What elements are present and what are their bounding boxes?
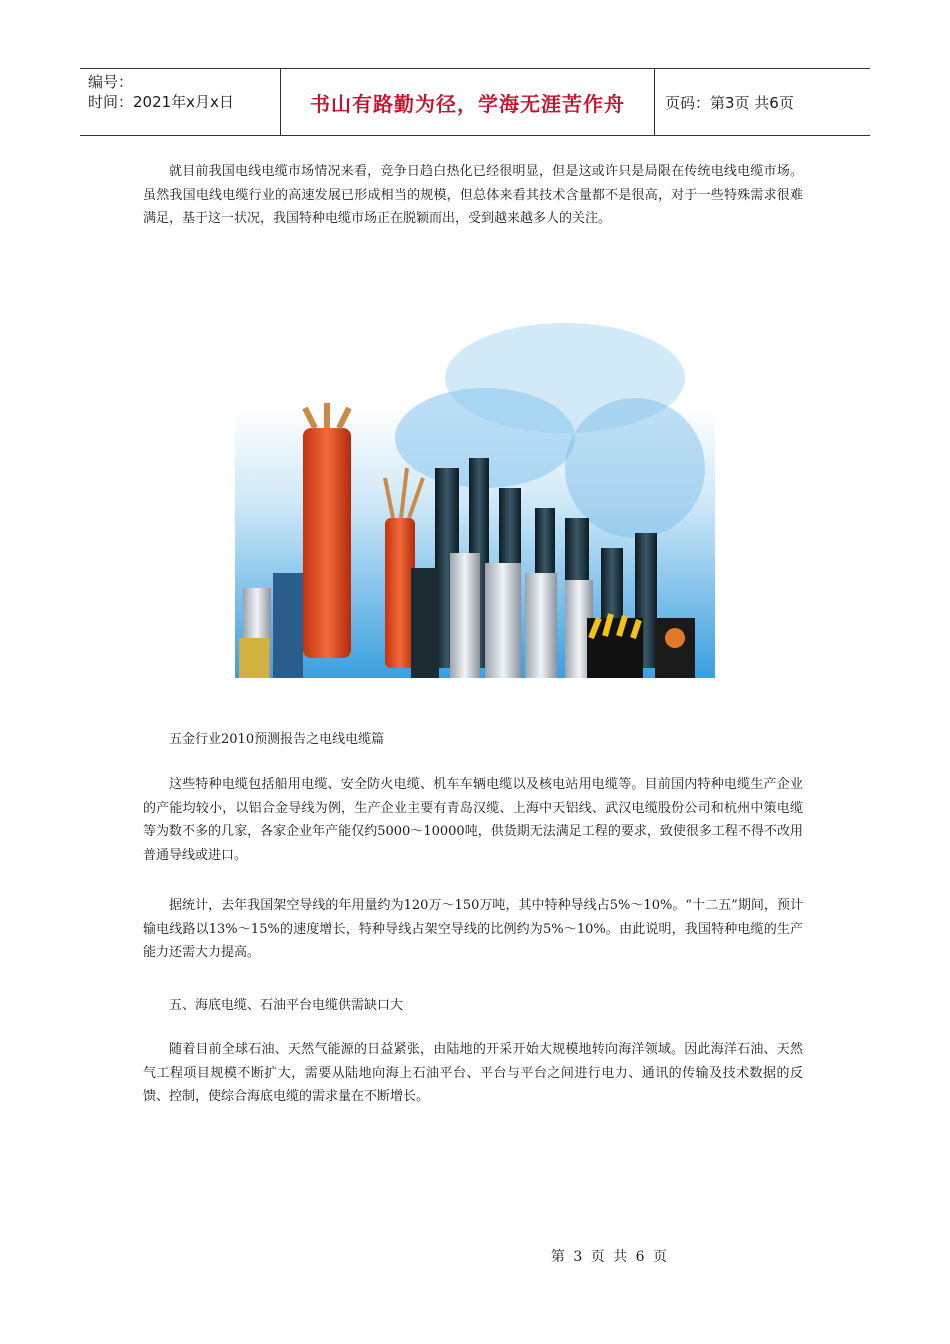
- paragraph-submarine-cables: 随着目前全球石油、天然气能源的日益紧张，由陆地的开采开始大规模地转向海洋领域。因此海洋石油、天然气工程项目规模不断扩大，需要从陆地向海上石油平台、平台与平台之间进行电力、通讯的传输及技术数据的反馈、控制，使综合海底电缆的需求量在不断增长。: [143, 1042, 803, 1104]
- page-header: [80, 68, 870, 136]
- number-label: 编号：: [88, 73, 134, 91]
- section-heading: 五、海底电缆、石油平台电缆供需缺口大: [169, 998, 404, 1013]
- header-motto: 书山有路勤为径，学海无涯苦作舟: [281, 69, 655, 135]
- header-page-info: 页码：第3页 共6页: [665, 93, 794, 112]
- cable-products-photo: [235, 318, 715, 678]
- time-label: 时间：2021年x月x日: [88, 93, 234, 111]
- paragraph-statistics: 据统计，去年我国架空导线的年用量约为120万～150万吨，其中特种导线占5%～10%。“十二五”期间，预计输电线路以13%～15%的速度增长，特种导线占架空导线的比例约为5%～10%。由此说明，我国特种电缆的生产能力还需大力提高。: [143, 898, 803, 960]
- image-caption: 五金行业2010预测报告之电线电缆篇: [169, 732, 385, 747]
- paragraph-special-cables: 这些特种电缆包括船用电缆、安全防火电缆、机车车辆电缆以及核电站用电缆等。目前国内特种电缆生产企业的产能均较小，以铝合金导线为例，生产企业主要有青岛汉缆、上海中天铝线、武汉电缆股份公司和杭州中策电缆等为数不多的几家，各家企业年产能仅约5000～10000吨，供货期无法满足工程的要求，致使很多工程不得不改用普通导线或进口。: [143, 777, 803, 863]
- header-meta: [80, 69, 281, 135]
- paragraph-intro: 就目前我国电线电缆市场情况来看，竞争日趋白热化已经很明显，但是这或许只是局限在传统电线电缆市场。虽然我国电线电缆行业的高速发展已形成相当的规模，但总体来看其技术含量都不是很高，对于一些特殊需求很难满足，基于这一状况，我国特种电缆市场正在脱颖而出，受到越来越多人的关注。: [143, 164, 803, 226]
- page-footer: 第 3 页 共 6 页: [550, 1249, 669, 1265]
